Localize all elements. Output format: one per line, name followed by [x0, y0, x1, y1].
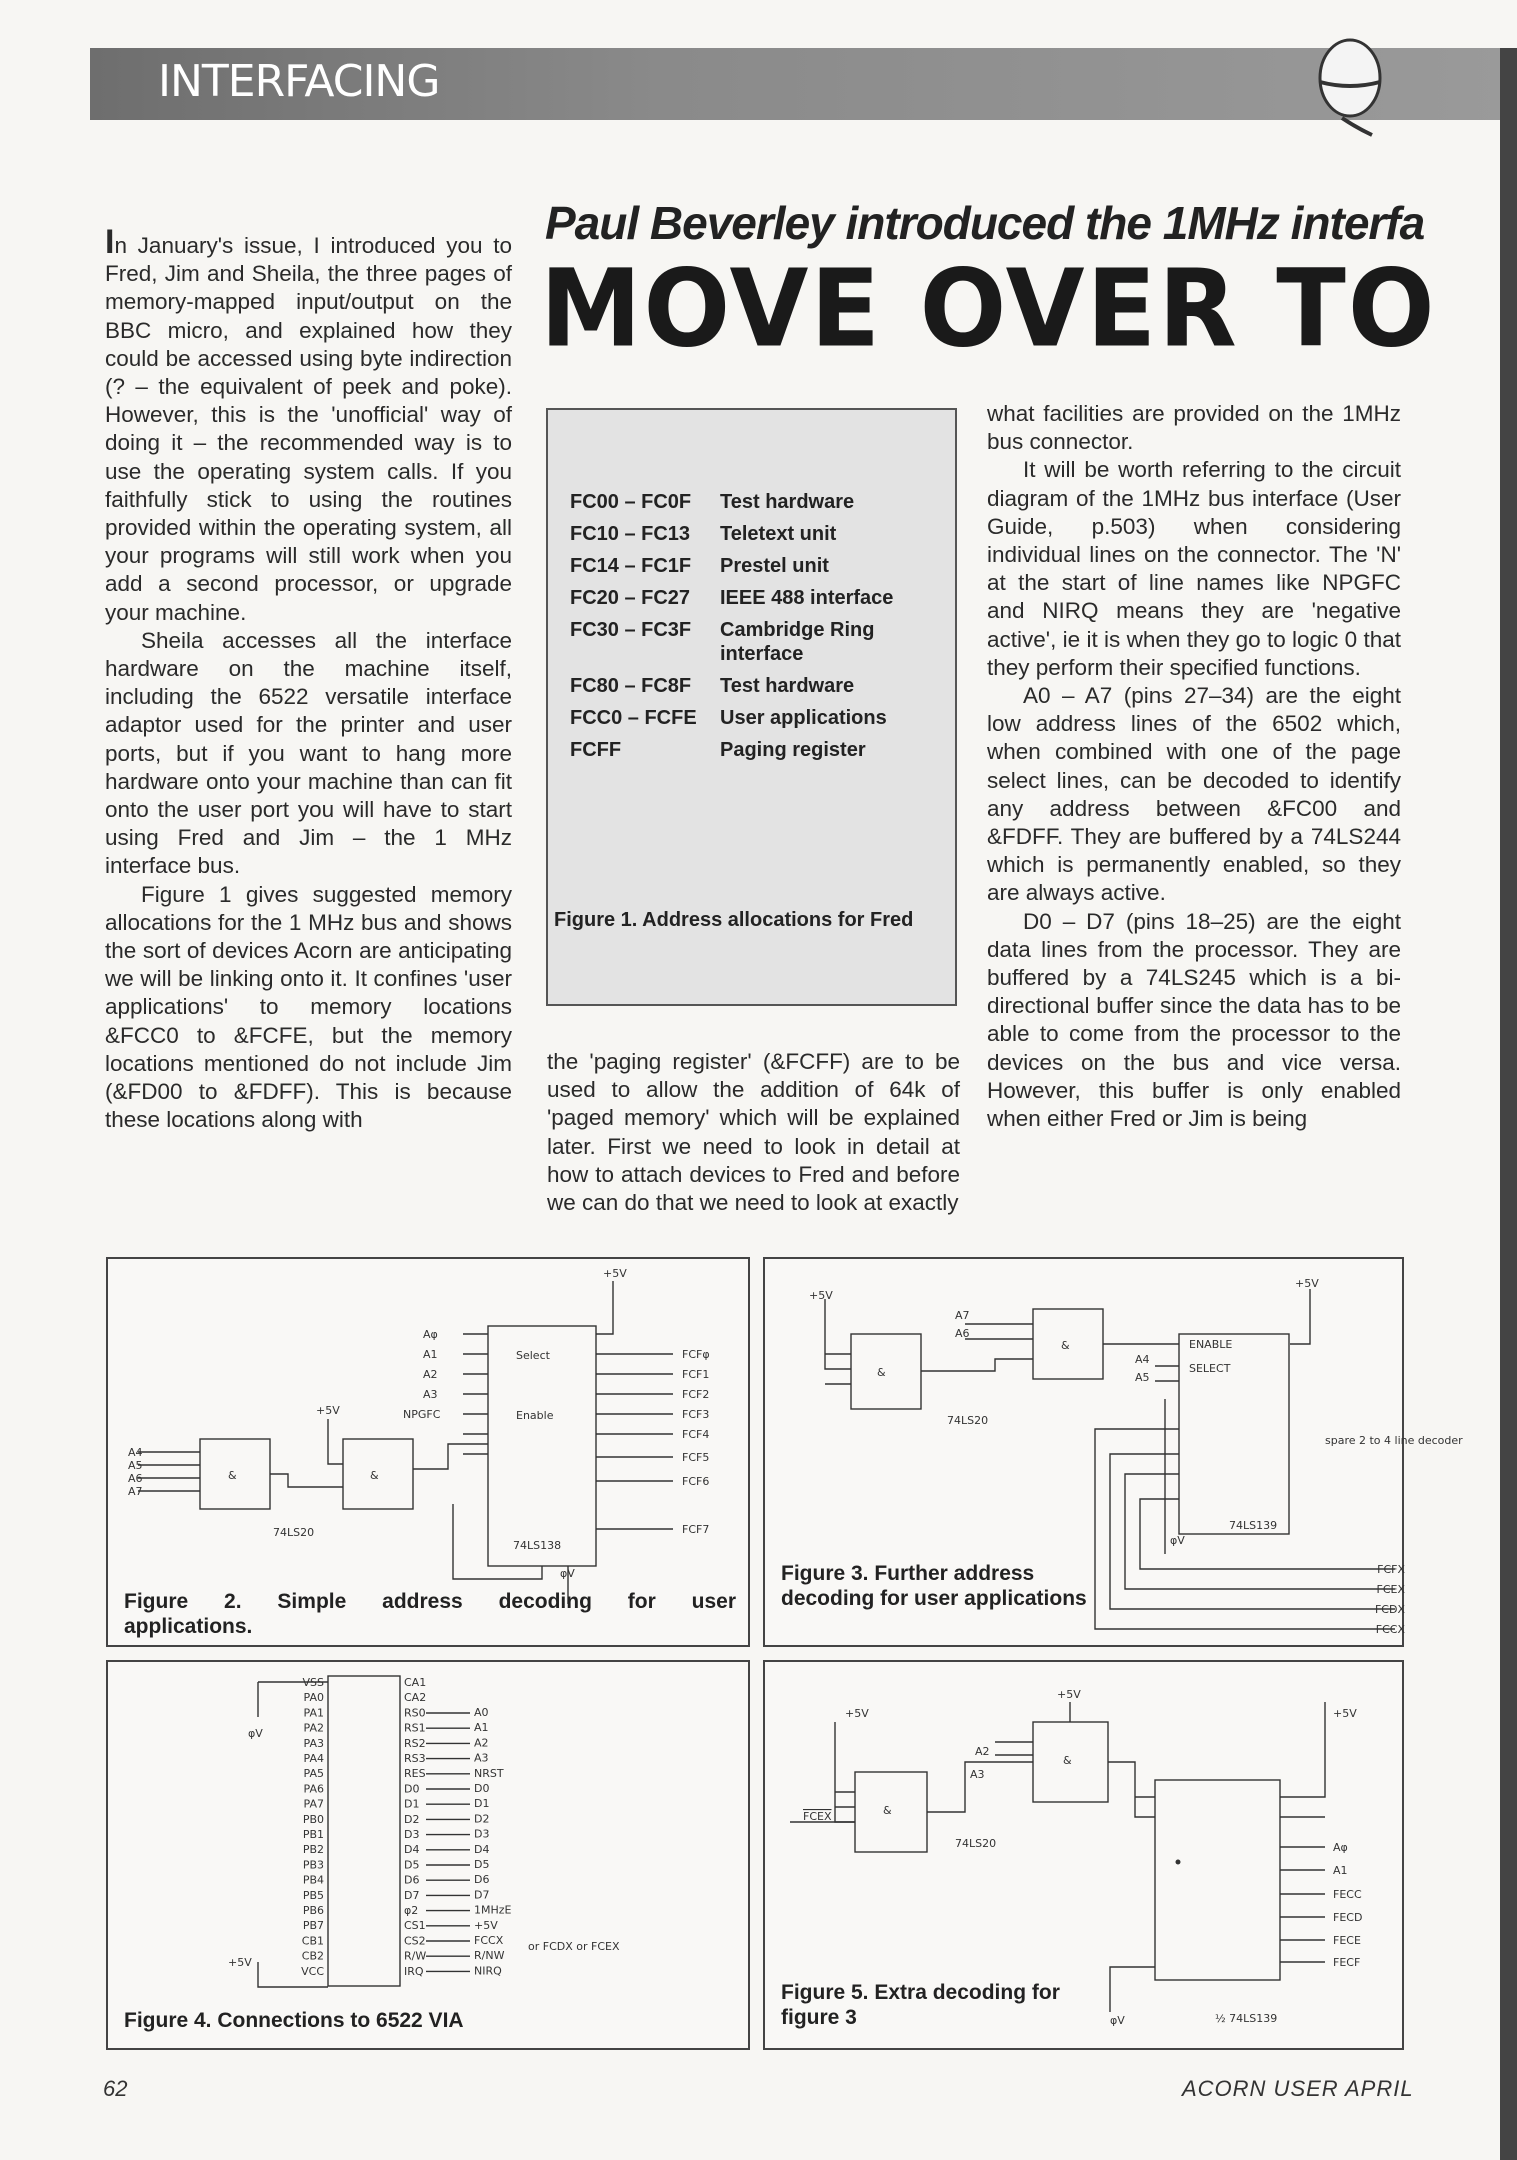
via-left-pin: CB1 [301, 1934, 324, 1948]
and-gate-label: & [370, 1469, 379, 1482]
via-left-pin: PB1 [302, 1828, 324, 1841]
paragraph: what facilities are provided on the 1MHz bus connector. [987, 401, 1401, 455]
output-label: FCDX [1374, 1603, 1405, 1616]
via-left-pin: VCC [301, 1964, 324, 1978]
via-right-pin: CS2 [404, 1934, 426, 1948]
chip-label: 74LS138 [513, 1539, 562, 1552]
input-label: NPGFC [403, 1408, 441, 1421]
output-label: FCF5 [682, 1451, 710, 1464]
via-signal-label: D1 [474, 1797, 490, 1811]
via-right-pin: R/W [404, 1949, 427, 1963]
input-label: A5 [128, 1459, 143, 1472]
article-subtitle: Paul Beverley introduced the 1MHz interfa [545, 197, 1425, 249]
body-column-2 [547, 1048, 960, 1217]
input-label: A4 [1135, 1353, 1150, 1366]
address-row [570, 670, 955, 702]
address-row [570, 518, 955, 550]
via-right-pin: D1 [404, 1797, 420, 1811]
address-row [570, 614, 955, 670]
via-signal-label: D6 [474, 1873, 490, 1887]
output-label: FCF2 [682, 1388, 710, 1401]
and-gate-label: & [228, 1469, 237, 1482]
input-label: A1 [423, 1348, 438, 1361]
input-label: A3 [970, 1768, 985, 1781]
address-range: FC20 – FC27 [570, 587, 691, 609]
section-title: INTERFACING [158, 56, 440, 107]
output-label: Aφ [1333, 1841, 1348, 1854]
via-signal-label: D4 [474, 1842, 490, 1856]
output-label: FECE [1333, 1934, 1361, 1947]
output-label: FCF7 [682, 1523, 710, 1536]
via-signal-label: A0 [474, 1706, 489, 1719]
input-label: A2 [975, 1745, 990, 1758]
input-label: A7 [128, 1485, 143, 1498]
and-gate-label: & [883, 1804, 892, 1817]
via-right-pin: φ2 [404, 1904, 419, 1917]
via-right-pin: D7 [404, 1888, 420, 1902]
via-left-pin: PB6 [302, 1904, 324, 1917]
figure-5-box [763, 1660, 1404, 2050]
address-use: Paging register [720, 739, 866, 761]
output-label: FECD [1333, 1911, 1363, 1924]
chip-label: 74LS20 [947, 1414, 989, 1427]
input-label: FCEX [803, 1810, 832, 1823]
alt-label: or FCDX or FCEX [528, 1940, 620, 1953]
address-range: FC14 – FC1F [570, 555, 692, 577]
via-left-pin: PB3 [302, 1858, 324, 1872]
via-left-pin: PA3 [303, 1736, 324, 1750]
and-gate-label: & [1061, 1339, 1070, 1352]
via-right-pin: D2 [404, 1812, 420, 1826]
gnd-label: φV [1110, 2014, 1125, 2027]
figure-4-schematic [108, 1662, 752, 2052]
and-gate-label: & [1063, 1754, 1072, 1767]
figure-1-box [546, 408, 957, 1006]
via-signal-label: D2 [474, 1812, 490, 1826]
input-label: A5 [1135, 1371, 1150, 1384]
output-label: FCEX [1376, 1583, 1405, 1596]
via-left-pin: PB2 [302, 1843, 324, 1857]
address-use: Teletext unit [720, 523, 837, 545]
figure-2-caption: Figure 2. Simple address decoding for user applications. [124, 1590, 736, 1638]
chip-label: ½ 74LS139 [1215, 2012, 1278, 2025]
via-left-pin: PA1 [303, 1706, 324, 1720]
paragraph: D0 – D7 (pins 18–25) are the eight data lines from the processor. They are buffered by a 74LS245 which is a bi-directional buffer since the data has to be able to come from the processor to the devices on the bus and vice versa. However, this buffer is only enabled when either Fred or Jim is being [987, 908, 1401, 1132]
via-signal-label: D0 [474, 1782, 490, 1795]
note-label: spare 2 to 4 line decoder [1325, 1434, 1463, 1447]
via-left-pin: PA7 [303, 1797, 324, 1811]
input-label: A2 [423, 1368, 438, 1381]
output-label: FCF6 [682, 1475, 710, 1488]
via-right-pin: IRQ [404, 1964, 424, 1978]
figure-4-caption: Figure 4. Connections to 6522 VIA [124, 2009, 464, 2032]
via-signal-label: A2 [474, 1736, 489, 1750]
via-signal-label: 1MHzE [474, 1903, 512, 1917]
via-right-pin: RES [404, 1767, 426, 1781]
paragraph: Sheila accesses all the interface hardware on the machine itself, including the 6522 versatile interface adaptor used for the printer and user ports, but if you want to hang more hardware onto your machine than can fit onto the user port you will have to start using Fred and Jim – the 1 MHz interface bus. [105, 627, 512, 879]
via-signal-label: FCCX [474, 1934, 504, 1947]
vcc-label: +5V [1057, 1688, 1081, 1701]
article-headline: MOVE OVER TO [540, 247, 1437, 372]
gnd-label: φV [1170, 1534, 1185, 1547]
address-use: Test hardware [720, 491, 855, 513]
via-left-pin: PB5 [302, 1888, 324, 1902]
output-label: FCCX [1375, 1623, 1405, 1636]
output-label: FCF1 [682, 1368, 710, 1381]
acorn-logo-icon [1312, 30, 1392, 140]
and-gate-label: & [877, 1366, 886, 1379]
figure-3-box [763, 1257, 1463, 1647]
address-row [570, 486, 955, 518]
paragraph: A0 – A7 (pins 27–34) are the eight low address lines of the 6502 which, when combined with one of the page select lines, can be decoded to identify any address between &FC00 and &FDFF. They are buffered by a 74LS244 which is permanently enabled, so they are always active. [987, 683, 1401, 906]
gnd-label: φV [248, 1727, 263, 1740]
via-left-pin: PA0 [303, 1691, 324, 1705]
via-right-pin: D3 [404, 1828, 420, 1841]
via-left-pin: CB2 [301, 1949, 324, 1963]
via-left-pin: PB4 [302, 1873, 324, 1887]
enable-label: Enable [516, 1409, 554, 1422]
vcc-label: +5V [1295, 1277, 1319, 1290]
gnd-label: φV [560, 1567, 575, 1580]
output-label: FECF [1333, 1956, 1361, 1969]
input-label: A7 [955, 1309, 970, 1322]
magazine-footer: ACORN USER APRIL [1182, 2076, 1414, 2101]
body-column-1 [105, 223, 512, 1135]
chip-label: 74LS139 [1229, 1519, 1278, 1532]
page-edge [1500, 48, 1517, 2160]
via-right-pin: RS3 [404, 1752, 426, 1765]
output-label: FCFX [1377, 1563, 1405, 1576]
address-use: Cambridge Ring interface [720, 619, 875, 665]
address-range: FC30 – FC3F [570, 619, 692, 641]
address-use: User applications [720, 707, 887, 729]
via-left-pin: PB7 [302, 1919, 324, 1933]
paragraph: It will be worth referring to the circuit diagram of the 1MHz bus interface (User Guide, p.503) when considering individual lines on the connector. The 'N' at the start of line names like NPGFC and NIRQ means they are 'negative active', ie it is when they go to logic 0 that they perform their specified functions. [987, 457, 1401, 680]
address-row [570, 550, 955, 582]
input-label: Aφ [423, 1328, 438, 1341]
via-right-pin: RS1 [404, 1721, 426, 1735]
address-use: Test hardware [720, 675, 855, 697]
via-signal-label: D3 [474, 1827, 490, 1841]
via-left-pin: PB0 [302, 1812, 324, 1826]
via-right-pin: D5 [404, 1858, 420, 1872]
select-label: SELECT [1189, 1362, 1231, 1375]
address-row [570, 702, 955, 734]
via-right-pin: RS2 [404, 1736, 426, 1750]
output-label: FCFφ [682, 1348, 710, 1361]
via-left-pin: VSS [302, 1676, 324, 1689]
via-left-pin: PA4 [303, 1752, 324, 1765]
address-range: FC10 – FC13 [570, 523, 691, 545]
body-column-3 [987, 400, 1401, 1133]
via-signal-label: R/NW [474, 1949, 505, 1963]
figure-3-caption: Figure 3. Further address decoding for user applications [781, 1562, 1087, 1610]
address-table [570, 486, 955, 766]
vcc-label: +5V [1333, 1707, 1357, 1720]
via-left-pin: PA2 [303, 1721, 324, 1735]
select-label: Select [516, 1349, 550, 1362]
vcc-label: +5V [603, 1267, 627, 1280]
paragraph: Figure 1 gives suggested memory allocations for the 1 MHz bus and shows the sort of devices Acorn are anticipating we will be linking onto it. It confines 'user applications' to memory locations &FCC0 to &FCFE, but the memory locations mentioned do not include Jim (&FD00 to &FDFF). This is because these locations along with [105, 881, 512, 1133]
vcc-label: +5V [316, 1404, 340, 1417]
via-right-pin: CA1 [404, 1676, 427, 1689]
via-right-pin: RS0 [404, 1706, 426, 1720]
figure-1-caption: Figure 1. Address allocations for Fred [554, 909, 914, 931]
input-label: A3 [423, 1388, 438, 1401]
figure-2-box [106, 1257, 750, 1647]
via-right-pin: D6 [404, 1873, 420, 1887]
output-label: FCF4 [682, 1428, 710, 1441]
via-signal-label: A1 [474, 1721, 489, 1735]
paragraph: n January's issue, I introduced you to Fred, Jim and Sheila, the three pages of memory-mapped input/output on the BBC micro, and explained how they could be accessed using byte indirection (? – the equivalent of peek and poke). However, this is the 'unofficial' way of doing it – the recommended way is to use the operating system calls. If you faithfully stick to using the routines provided within the operating system, all your programs will still work when you add a second processor, or upgrade your machine. [105, 233, 512, 625]
via-signal-label: D5 [474, 1858, 490, 1871]
address-use: Prestel unit [720, 555, 829, 577]
via-right-pin: D0 [404, 1782, 420, 1796]
address-row [570, 582, 955, 614]
input-label: A4 [128, 1446, 143, 1459]
via-signal-label: D7 [474, 1888, 490, 1902]
figure-5-caption: Figure 5. Extra decoding for figure 3 [781, 1981, 1060, 2029]
address-use: IEEE 488 interface [720, 587, 894, 609]
vcc-label: +5V [809, 1289, 833, 1302]
address-range: FCC0 – FCFE [570, 707, 697, 729]
figure-4-box [106, 1660, 750, 2050]
output-label: FCF3 [682, 1408, 710, 1421]
via-signal-label: +5V [474, 1918, 498, 1932]
via-right-pin: D4 [404, 1843, 420, 1857]
address-range: FCFF [570, 739, 622, 761]
via-signal-label: A3 [474, 1751, 489, 1765]
page-number: 62 [103, 2076, 128, 2101]
output-label: FECC [1333, 1888, 1362, 1901]
address-row [570, 734, 955, 766]
chip-label: 74LS20 [273, 1526, 315, 1539]
via-left-pin: PA6 [303, 1782, 324, 1796]
chip-label: 74LS20 [955, 1837, 997, 1850]
via-signal-label: NIRQ [474, 1964, 502, 1978]
via-right-pin: CS1 [404, 1919, 426, 1933]
input-label: A6 [955, 1327, 970, 1340]
via-right-pin: CA2 [404, 1691, 427, 1705]
section-banner [90, 48, 1517, 120]
enable-label: ENABLE [1189, 1338, 1233, 1351]
via-signal-label: NRST [474, 1766, 504, 1780]
via-left-pin: PA5 [303, 1767, 324, 1781]
address-range: FC80 – FC8F [570, 675, 692, 697]
vcc-label: +5V [845, 1707, 869, 1720]
address-range: FC00 – FC0F [570, 491, 692, 513]
vcc-label: +5V [228, 1956, 252, 1969]
drop-cap: I [105, 223, 115, 261]
input-label: A6 [128, 1472, 143, 1485]
paragraph: the 'paging register' (&FCFF) are to be used to allow the addition of 64k of 'paged memory' which will be explained later. First we need to look in detail at how to attach devices to Fred and before we can do that we need to look at exactly [547, 1049, 960, 1216]
output-label: A1 [1333, 1864, 1348, 1877]
